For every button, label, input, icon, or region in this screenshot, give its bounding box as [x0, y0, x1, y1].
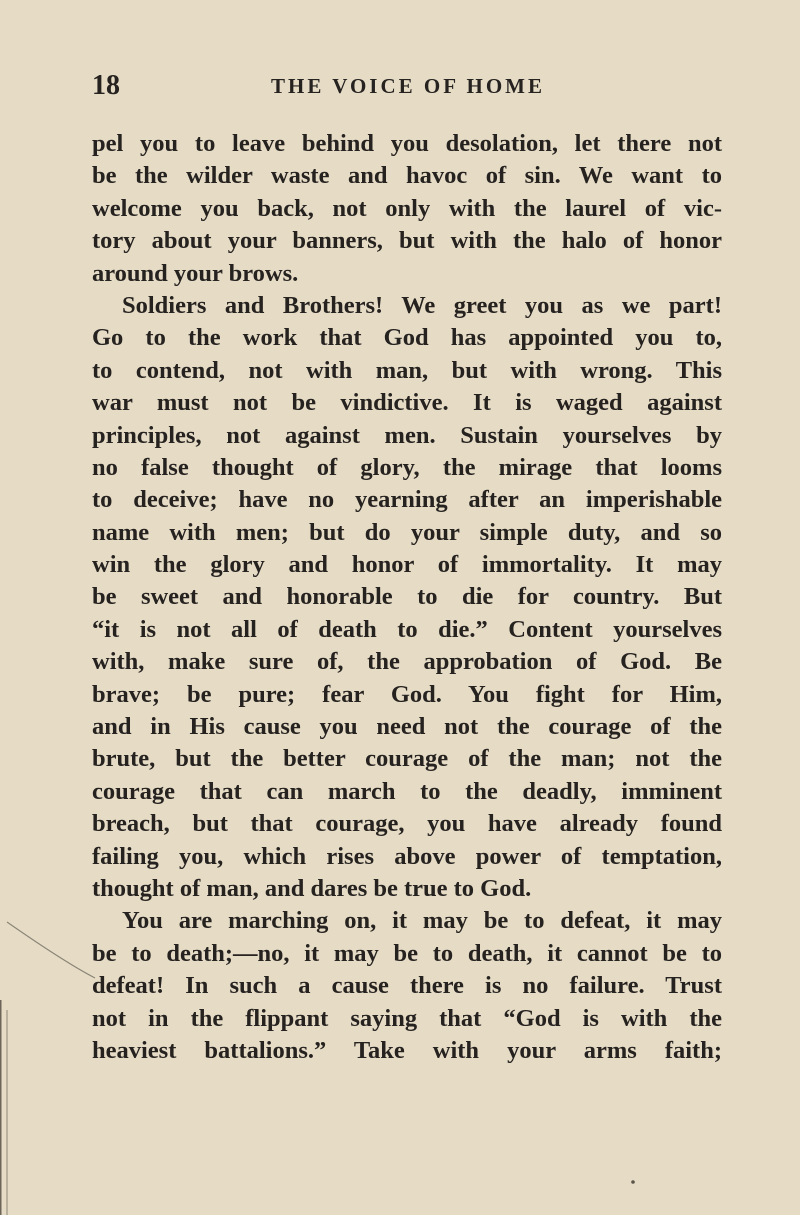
text-line: with, make sure of, the approbation of God. Be	[92, 648, 722, 676]
text-line: be to death;—no, it may be to death, it cannot be to	[92, 939, 722, 967]
text-line: failing you, which rises above power of temptation,	[92, 842, 722, 870]
text-line: not in the flippant saying that “God is with the	[92, 1004, 722, 1032]
text-line: pel you to leave behind you desolation, let there not	[92, 130, 722, 157]
text-line: welcome you back, not only with the laurel of vic-	[92, 194, 722, 222]
body-text	[92, 128, 722, 1067]
text-line: brave; be pure; fear God. You fight for Him,	[92, 680, 722, 708]
text-line: breach, but that courage, you have already found	[92, 810, 722, 838]
text-line: war must not be vindictive. It is waged against	[92, 389, 722, 417]
running-title: THE VOICE OF HOME	[270, 74, 546, 98]
page-header	[92, 66, 724, 106]
text-line: You are marching on, it may be to defeat, it may	[122, 907, 722, 935]
text-line: courage that can march to the deadly, imminent	[92, 777, 722, 805]
text-line: tory about your banners, but with the halo of honor	[92, 227, 722, 255]
text-line: heaviest battalions.” Take with your arms faith;	[92, 1036, 722, 1064]
text-line: to contend, not with man, but with wrong. This	[92, 356, 722, 384]
text-line: principles, not against men. Sustain yourselves by	[92, 421, 722, 449]
text-line: no false thought of glory, the mirage that looms	[92, 453, 722, 481]
text-line: win the glory and honor of immortality. It may	[92, 551, 722, 579]
text-line: thought of man, and dares be true to God.	[92, 874, 532, 902]
text-line: name with men; but do your simple duty, and so	[92, 518, 722, 546]
page-number: 18	[92, 70, 120, 101]
text-line: brute, but the better courage of the man; not the	[92, 745, 722, 773]
text-line: to deceive; have no yearning after an imperishable	[92, 486, 722, 514]
text-line: around your brows.	[92, 259, 299, 287]
text-line: be sweet and honorable to die for country. But	[92, 583, 722, 611]
text-line: Soldiers and Brothers! We greet you as we part!	[122, 291, 722, 319]
text-line: defeat! In such a cause there is no failure. Trust	[92, 972, 722, 1000]
text-line: Go to the work that God has appointed you to,	[92, 324, 722, 352]
text-line: be the wilder waste and havoc of sin. We want to	[92, 162, 722, 190]
text-line: “it is not all of death to die.” Content yourselves	[92, 615, 722, 643]
text-line: and in His cause you need not the courage of the	[92, 713, 722, 741]
